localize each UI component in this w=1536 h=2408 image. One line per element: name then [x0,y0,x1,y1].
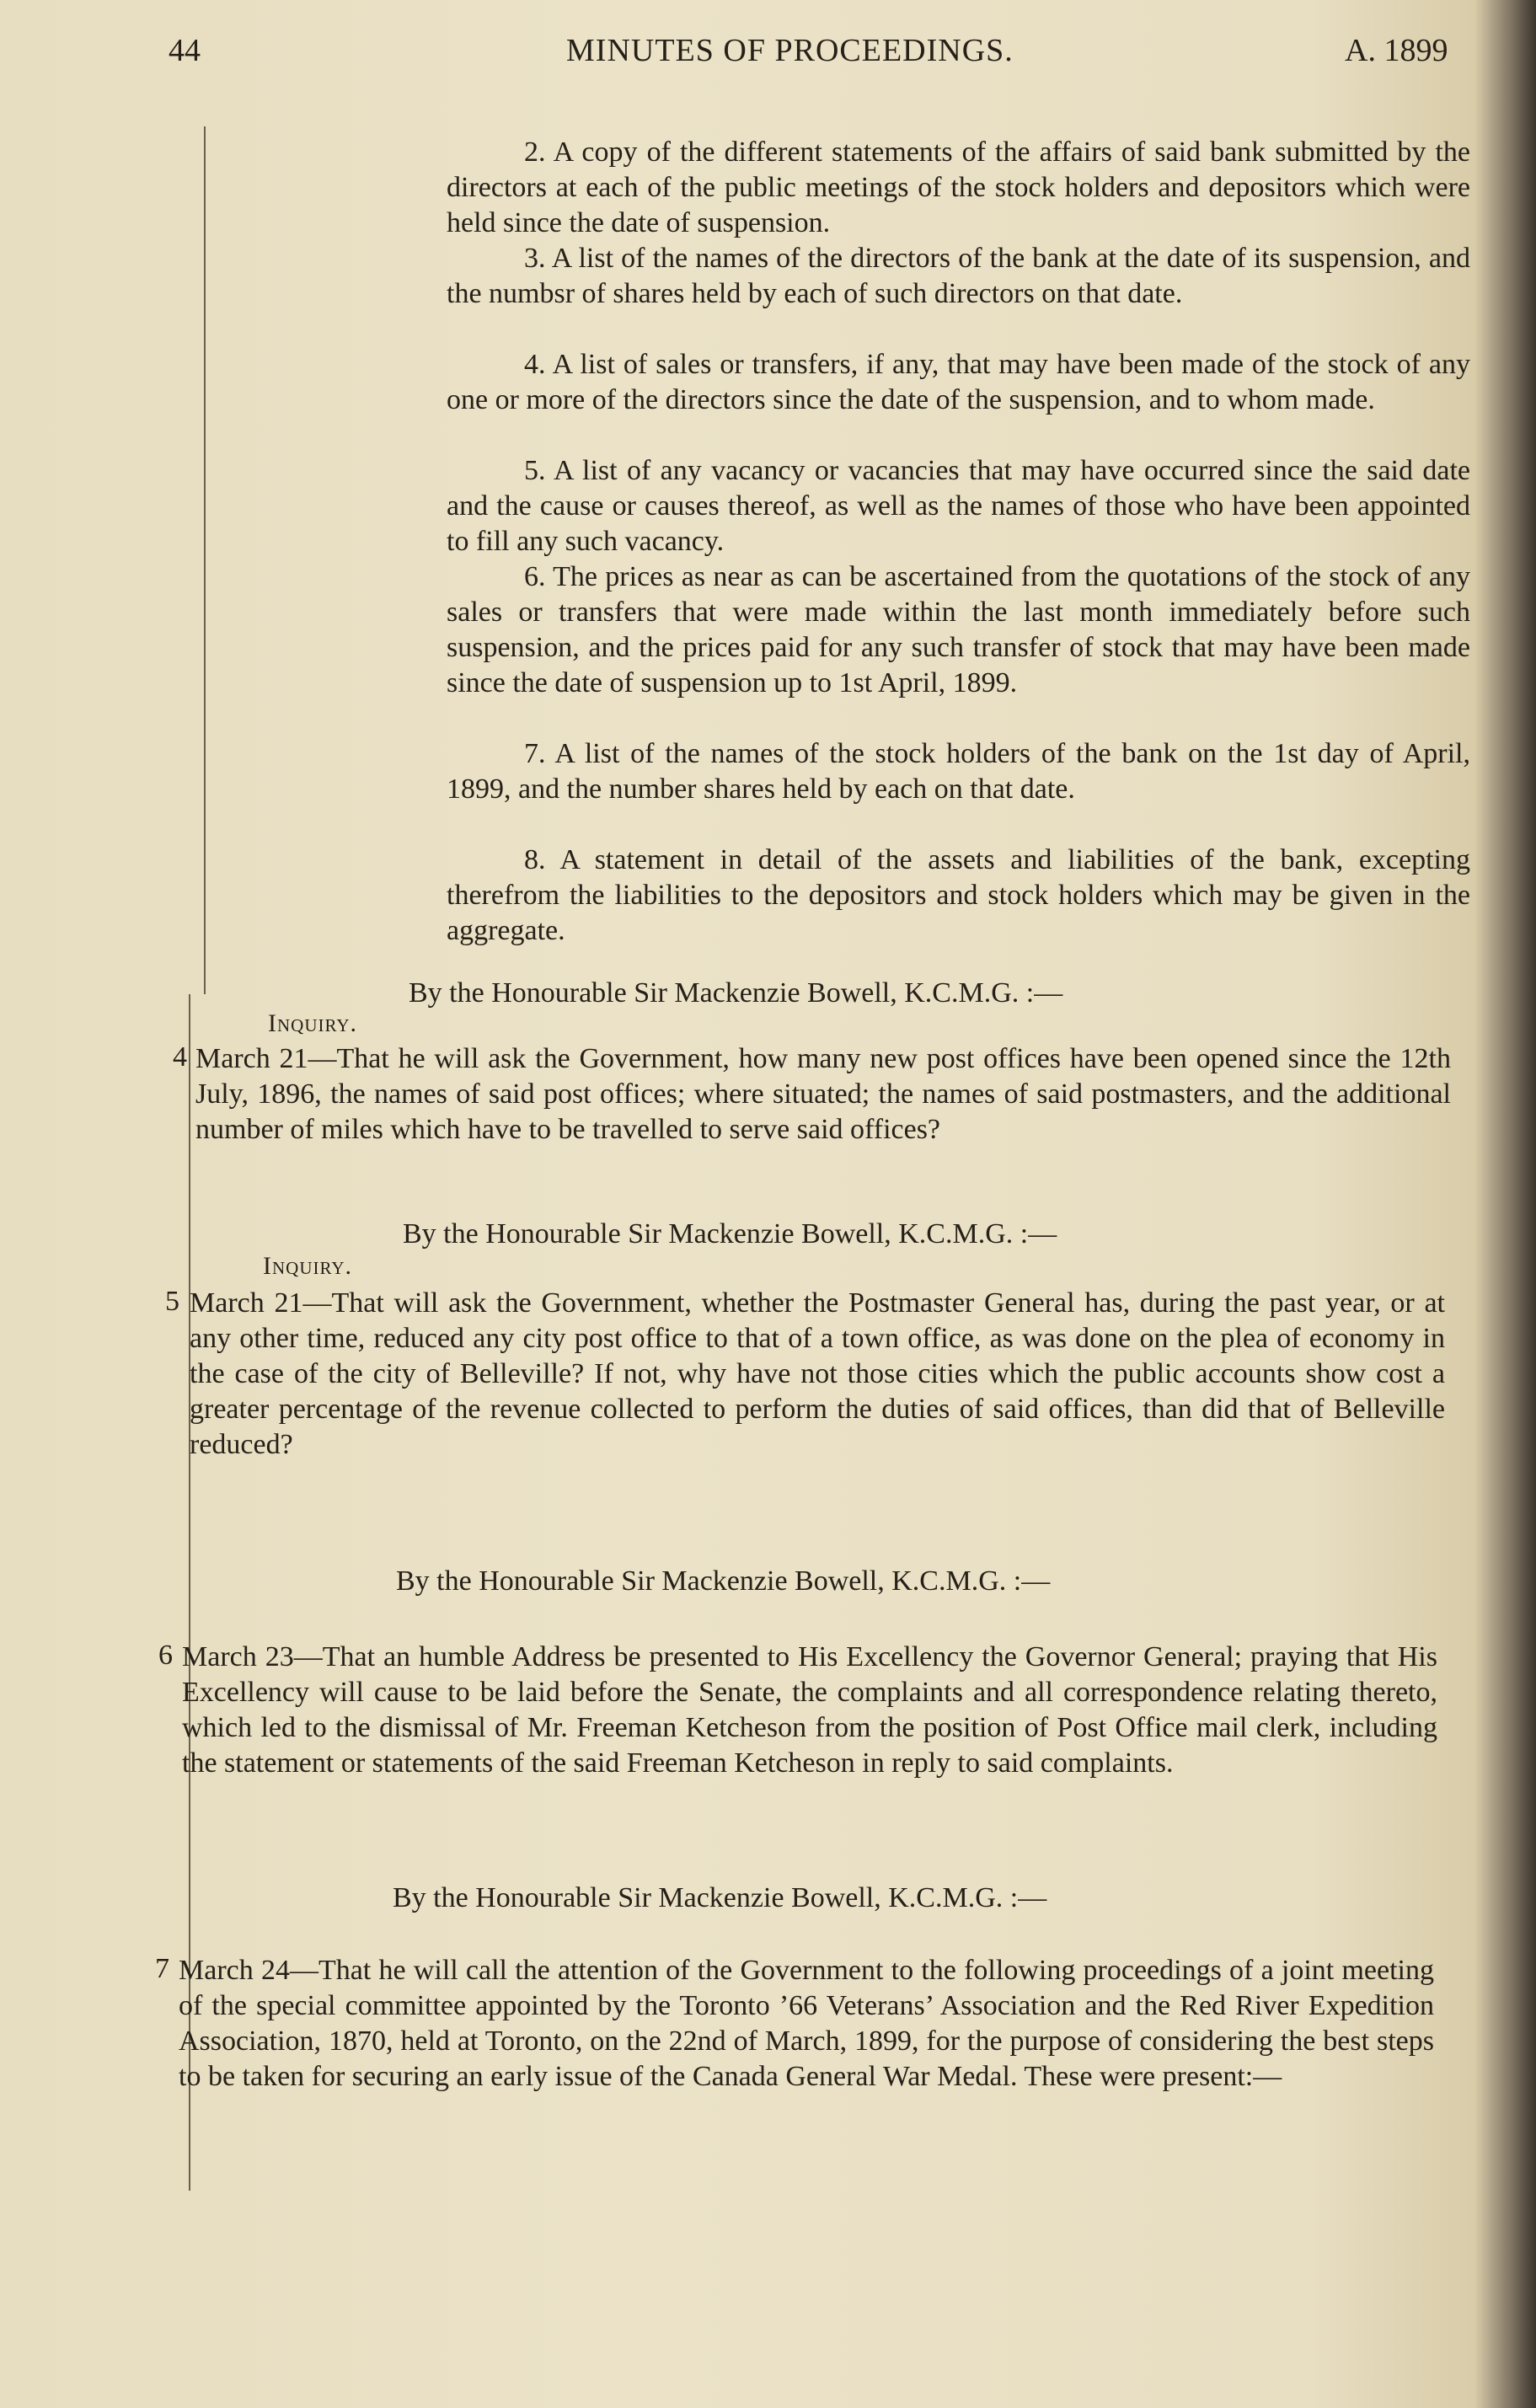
question-date: March 24 [179,1955,290,1986]
list-item: 2. A copy of the different statements of the affairs of said bank submitted by the directors at each of the public meetings of the stock holders and depositors which were held since the date of suspension. [447,136,1470,238]
list-item: 3. A list of the names of the directors of the bank at the date of its suspension, and the numbsr of shares held by each of such directors on that date. [447,243,1470,309]
list-item: 4. A list of sales or transfers, if any, that may have been made of the stock of any one or more of the directors since the date of the suspension, and to whom made. [447,349,1470,415]
question-byline: By the Honourable Sir Mackenzie Bowell, K.C.M.G. :— [403,1218,1057,1249]
question-byline: By the Honourable Sir Mackenzie Bowell, K.C.M.G. :— [396,1565,1051,1597]
question-date: March 21 [195,1043,308,1074]
list-item: 5. A list of any vacancy or vacancies that may have occurred since the said date and the cause or causes thereof, as well as the names of those who have been appointed to fill any such vacancy. [447,455,1470,557]
question-text [190,1286,1445,1463]
list-item: 8. A statement in detail of the assets and liabilities of the bank, excepting therefrom the liabilities to the depositors and stock holders which may be given in the aggregate. [447,844,1470,946]
margin-rule [204,126,206,994]
page-number: 44 [169,33,201,68]
question-number: 5 [165,1286,179,1317]
question-date: March 23 [182,1641,294,1672]
list-item: 6. The prices as near as can be ascertained from the quotations of the stock of any sales or transfers that were made within the last month immediately before such suspension, and the prices paid for any such transfer of stock that may have been made since the date of suspension up to 1st April, 1899. [447,561,1470,698]
question-body: —That an humble Address be presented to His Excellency the Governor General; praying that His Excellency will cause to be laid before the Senate, the complaints and all correspondence relating thereto, which led to the dismissal of Mr. Freeman Ketcheson from the position of Post Office mail clerk, including the statement or statements of the said Freeman Ketcheson in reply to said complaints. [182,1641,1437,1779]
question-number: 6 [158,1640,173,1671]
sessional-year: A. 1899 [1345,33,1448,68]
question-tag: Inquiry. [268,1009,357,1037]
question-tag: Inquiry. [263,1252,352,1280]
list-item: 7. A list of the names of the stock holders of the bank on the 1st day of April, 1899, and the number shares held by each on that date. [447,738,1470,805]
question-byline: By the Honourable Sir Mackenzie Bowell, K.C.M.G. :— [409,977,1063,1009]
question-number: 4 [173,1041,187,1073]
question-body: —That he will ask the Government, how many new post offices have been opened since the 12th July, 1896, the names of said post offices; where situated; the names of said postmasters, and the additional number of miles which have to be travelled to serve said offices? [195,1043,1451,1145]
question-text [179,1953,1434,2095]
running-title: MINUTES OF PROCEEDINGS. [566,33,1014,68]
question-number: 7 [155,1953,169,1984]
question-date: March 21 [190,1287,303,1319]
question-body: —That will ask the Government, whether the Postmaster General has, during the past year, or at any other time, reduced any city post office to that of a town office, as was done on the plea of economy in the case of the city of Belleville? If not, why have not those cities which the public accounts show cost a greater percentage of the revenue collected to perform the duties of said offices, than did that of Belleville reduced? [190,1287,1445,1460]
question-byline: By the Honourable Sir Mackenzie Bowell, K.C.M.G. :— [393,1882,1047,1913]
question-body: —That he will call the attention of the Government to the following proceedings of a joint meeting of the special committee appointed by the Toronto ’66 Veterans’ Association and the Red River Expedition Association, 1870, held at Toronto, on the 22nd of March, 1899, for the purpose of considering the best steps to be taken for securing an early issue of the Canada General War Medal. These were present:— [179,1955,1434,2092]
question-text [195,1041,1451,1148]
question-text [182,1640,1437,1781]
